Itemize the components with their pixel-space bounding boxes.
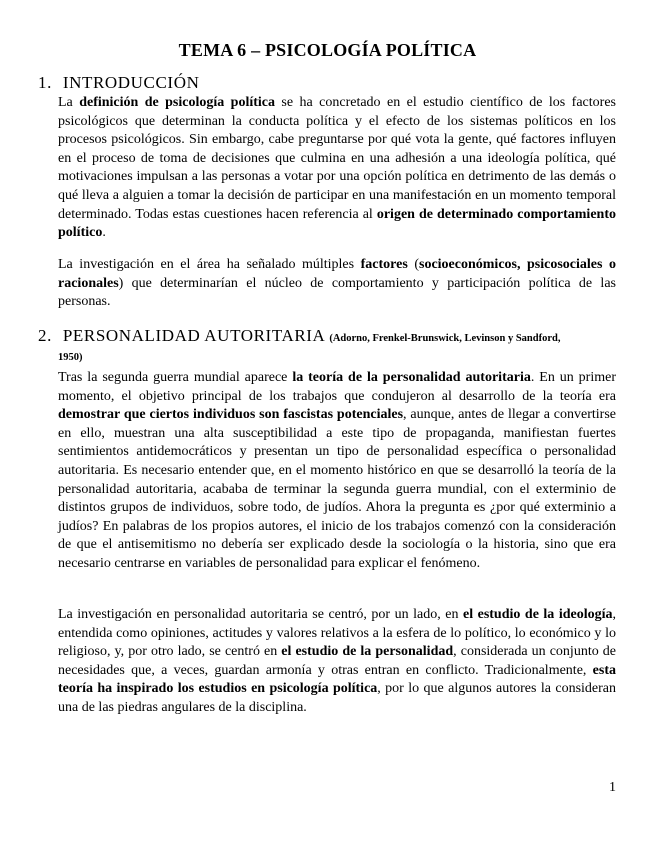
- bold-term: origen de determinado comportamiento político: [58, 206, 616, 241]
- text-run: .: [102, 225, 106, 241]
- text-run: La investigación en el área ha señalado múltiples: [58, 257, 361, 272]
- bold-term: el estudio de la ideología: [462, 607, 613, 622]
- section-2-number: 2.: [38, 326, 52, 345]
- text-run: , considerada un conjunto de necesidades que, a veces, guardan armonía y otras entran en conflicto. Tradicionalmente,: [58, 644, 616, 678]
- bold-term: socioeconómicos, psicosociales o racionales: [58, 257, 616, 291]
- section-1-paragraph-2: [58, 256, 616, 312]
- bold-term: el estudio de la personalidad: [281, 644, 454, 660]
- section-2-paragraph-2: [58, 606, 616, 718]
- bold-term: la teoría de la personalidad autoritaria: [292, 370, 531, 385]
- text-run: , entendida como opiniones, actitudes y valores relativos a la esfera de lo político, lo económico y lo religioso, y, por otro lado, se centró en: [58, 607, 616, 660]
- text-run: . En un primer momento, el objetivo principal de los trabajos que condujeron al desarrollo de la teoría era: [58, 370, 616, 404]
- text-run: La investigación en personalidad autoritaria se centró, por un lado, en: [58, 607, 463, 622]
- text-run: ) que determinarían el núcleo de comportamiento y participación política de las personas.: [58, 275, 616, 310]
- section-2-authors: (Adorno, Frenkel-Brunswick, Levinson y Sandford,: [329, 333, 561, 344]
- bold-term: factores: [360, 257, 408, 272]
- document-title: TEMA 6 – PSICOLOGÍA POLÍTICA: [178, 40, 477, 60]
- section-2-year: 1950): [58, 352, 83, 363]
- page-number: 1: [609, 780, 616, 795]
- section-1-paragraph-1: [58, 94, 616, 243]
- bold-term: demostrar que ciertos individuos son fascistas potenciales: [58, 407, 404, 423]
- section-1-title: INTRODUCCIÓN: [62, 73, 200, 92]
- section-1-number: 1.: [38, 73, 52, 92]
- section-2-heading: [38, 326, 560, 346]
- text-run: , por lo que algunos autores la consideran una de las piedras angulares de la disciplina.: [58, 681, 616, 715]
- bold-term: esta teoría ha inspirado los estudios en psicología política: [58, 662, 616, 697]
- text-run: (: [407, 257, 419, 272]
- bold-term: definición de psicología política: [79, 95, 276, 110]
- section-1-heading: [38, 73, 199, 93]
- section-2-title: PERSONALIDAD AUTORITARIA: [62, 326, 325, 345]
- text-run: se ha concretado en el estudio científico de los factores psicológicos que determinan la conducta política y el efecto de los sistemas políticos en los procesos psicológicos. Sin embargo, cabe preguntarse por qué vota la gente, qué factores influyen en el proceso de toma de decisiones que culmina en una adhesión a una ideología política, qué motivaciones impulsan a las personas a votar por una opción política en detrimento de las demás o qué lleva a alguien a tomar la decisión de participar en una manifestación en un momento temporal determinado. Todas estas cuestiones hacen referencia al: [58, 95, 616, 222]
- text-run: Tras la segunda guerra mundial aparece: [58, 370, 293, 385]
- text-run: , aunque, antes de llegar a convertirse en ello, muestran una alta susceptibilidad a este tipo de propaganda, manifiestan fuertes sentimientos antidemocráticos y presentan un tipo de personalidad específica o personalidad autoritaria. Es necesario entender que, en el momento histórico en que se desarrolló la teoría de la personalidad autoritaria, acababa de terminar la segunda guerra mundial, con el exterminio de distintos grupos de individuos, sobre todo, de judíos. Ahora la pregunta es ¿por qué exterminio a judíos? En palabras de los propios autores, el inicio de los trabajos comenzó con la consideración de que el antisemitismo no debería ser explicado desde la sociología o la historia, sino que era necesario centrarse en variables de personalidad para explicar el fenómeno.: [58, 407, 616, 571]
- section-2-paragraph-1: [58, 369, 616, 574]
- text-run: La: [58, 95, 80, 110]
